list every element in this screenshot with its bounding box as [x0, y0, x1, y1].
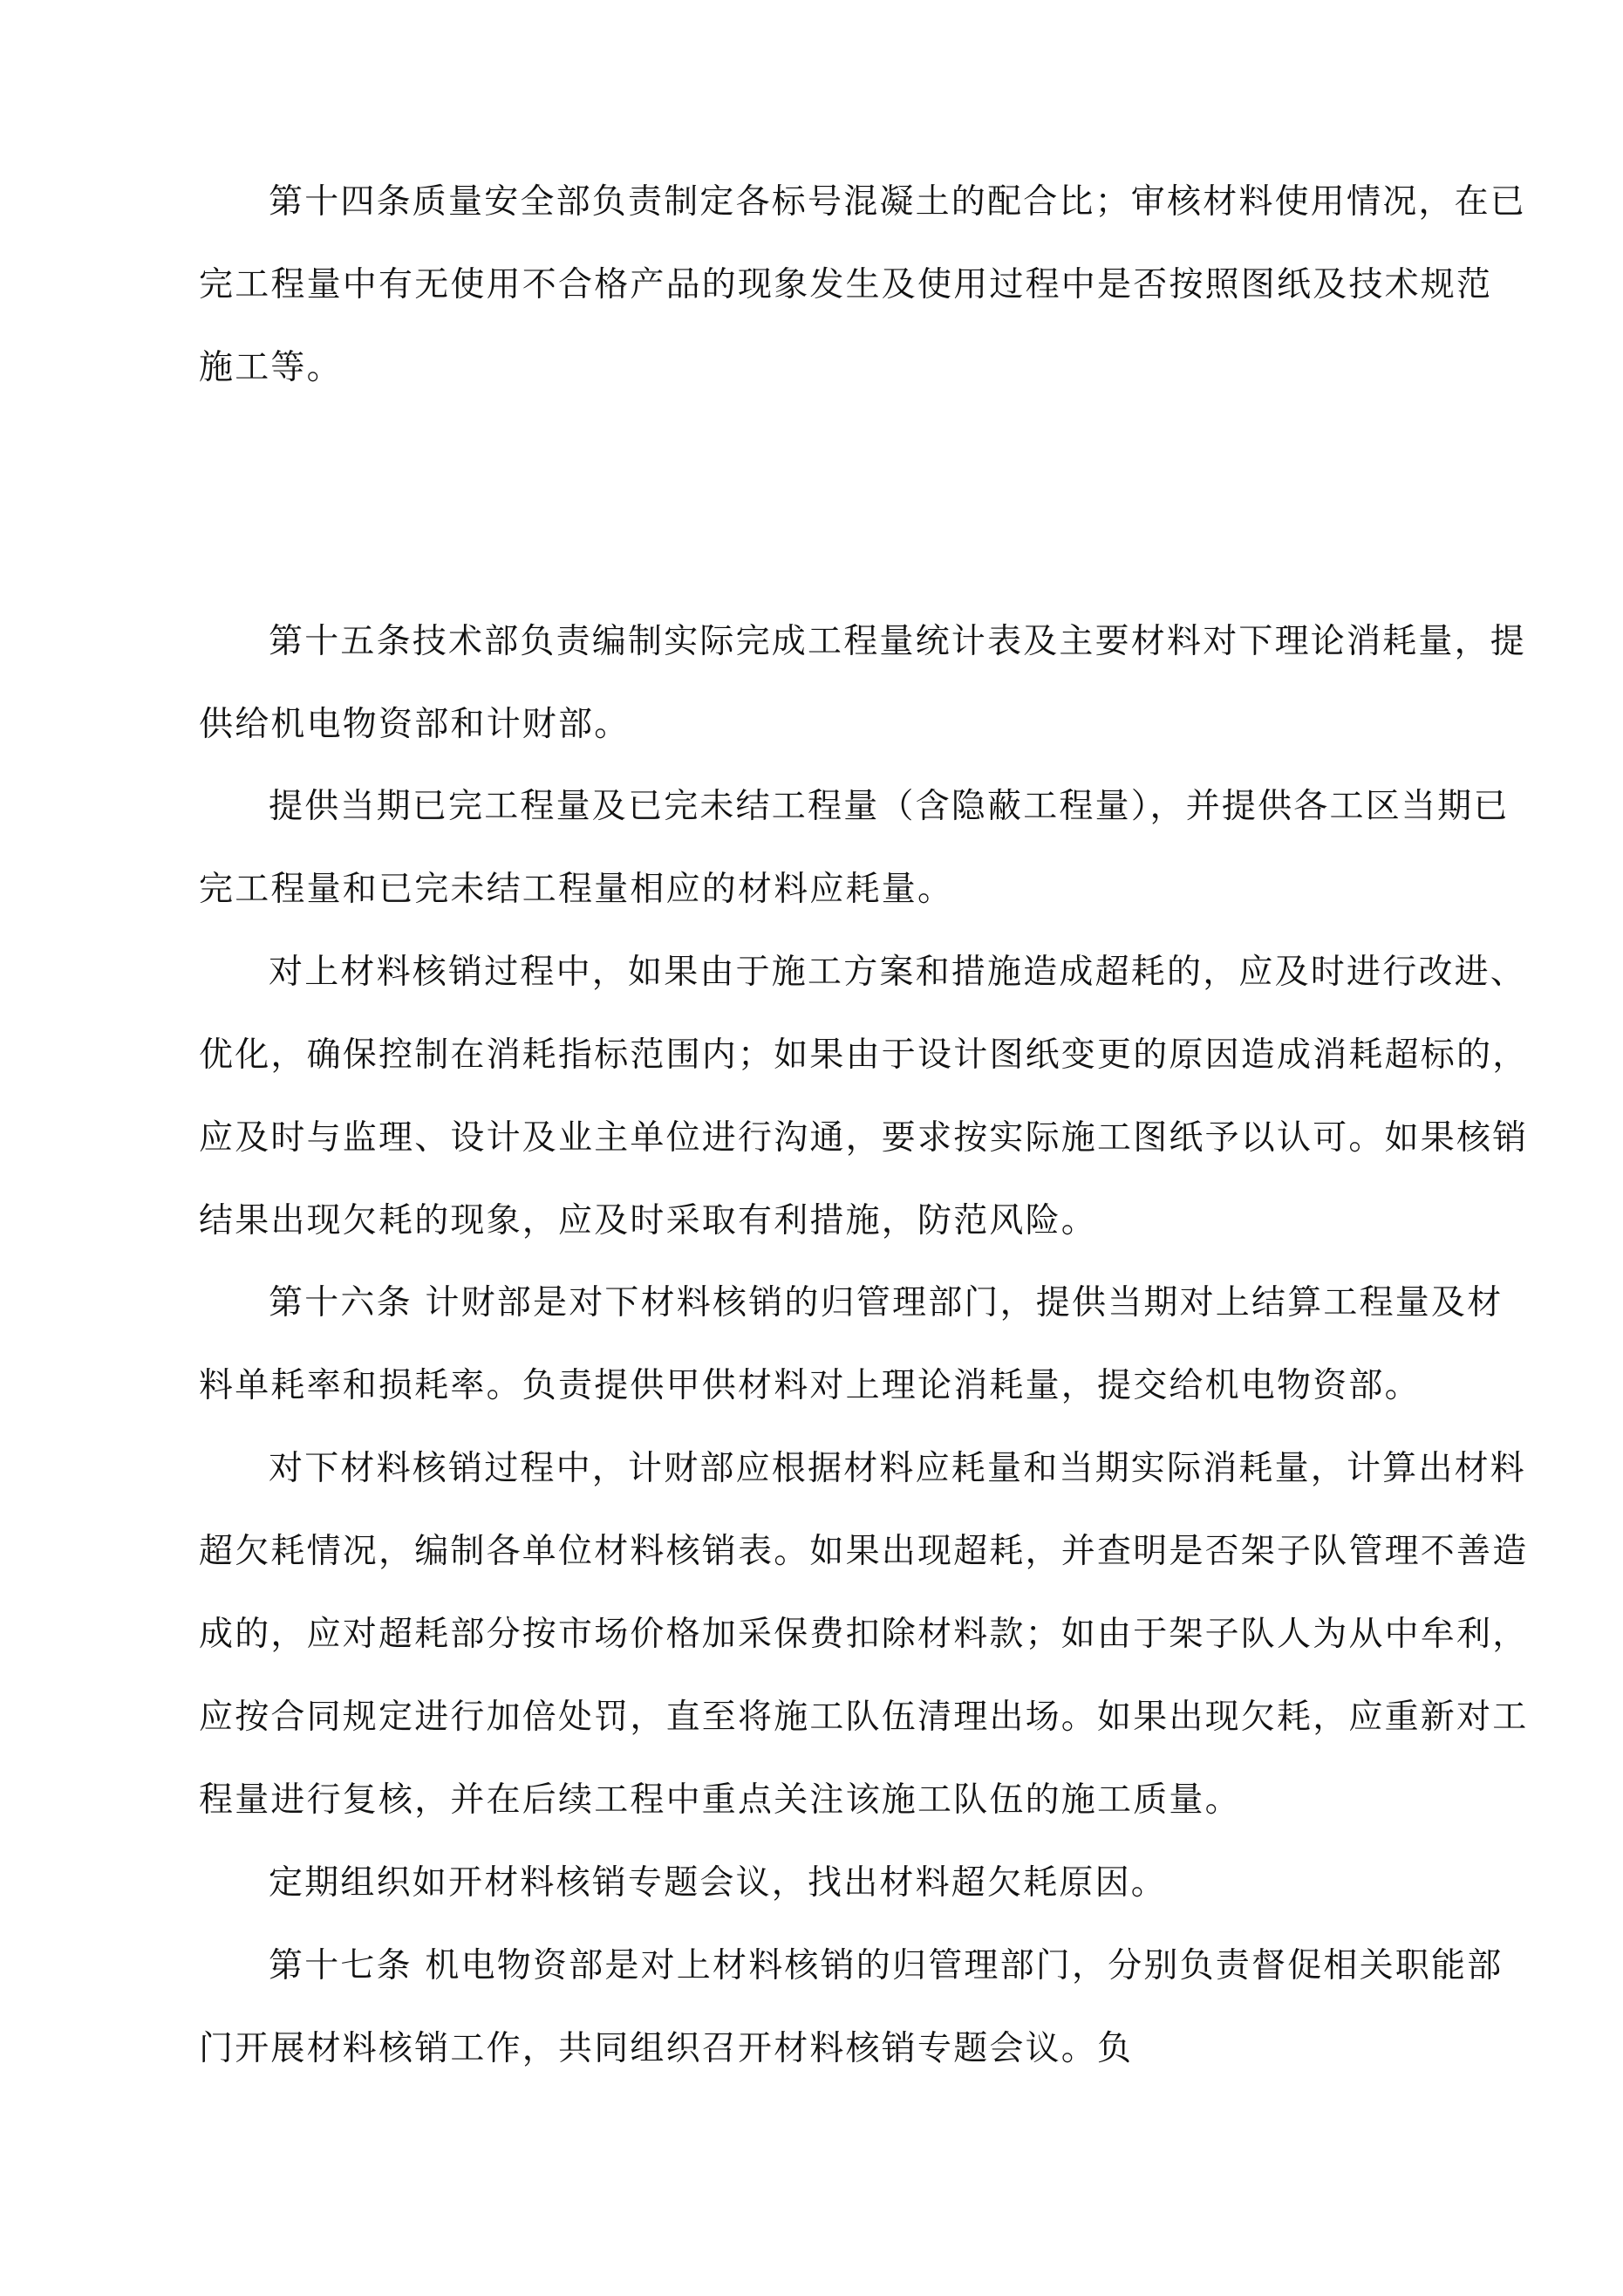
text-line: 提供当期已完工程量及已完未结工程量（含隐蔽工程量），并提供各工区当期已: [269, 787, 1510, 826]
text-line: 对上材料核销过程中，如果由于施工方案和措施造成超耗的，应及时进行改进、: [269, 953, 1527, 992]
text-line: 对下材料核销过程中，计财部应根据材料应耗量和当期实际消耗量，计算出材料: [269, 1449, 1527, 1488]
text-line: 优化，确保控制在消耗指标范围内；如果由于设计图纸变更的原因造成消耗超标的，: [199, 1035, 1529, 1075]
text-line: 第十四条质量安全部负责制定各标号混凝土的配合比；审核材料使用情况，在已: [269, 182, 1527, 222]
text-line: 应按合同规定进行加倍处罚，直至将施工队伍清理出场。如果出现欠耗，应重新对工: [199, 1698, 1529, 1737]
text-line: 应及时与监理、设计及业主单位进行沟通，要求按实际施工图纸予以认可。如果核销: [199, 1118, 1529, 1158]
text-line: 门开展材料核销工作，共同组织召开材料核销专题会议。负: [199, 2029, 1134, 2068]
text-line: 程量进行复核，并在后续工程中重点关注该施工队伍的施工质量。: [199, 1780, 1241, 1820]
text-line: 结果出现欠耗的现象，应及时采取有利措施，防范风险。: [199, 1201, 1098, 1240]
text-line: 供给机电物资部和计财部。: [199, 705, 631, 744]
text-line: 完工程量中有无使用不合格产品的现象发生及使用过程中是否按照图纸及技术规范: [199, 265, 1493, 304]
text-line: 第十六条 计财部是对下材料核销的归管理部门，提供当期对上结算工程量及材: [269, 1283, 1504, 1322]
text-line: 料单耗率和损耗率。负责提供甲供材料对上理论消耗量，提交给机电物资部。: [199, 1366, 1421, 1405]
text-line: 第十五条技术部负责编制实际完成工程量统计表及主要材料对下理论消耗量，提: [269, 622, 1527, 661]
text-line: 成的，应对超耗部分按市场价格加采保费扣除材料款；如由于架子队人为从中牟利，: [199, 1615, 1529, 1654]
text-line: 定期组织如开材料核销专题会议，找出材料超欠耗原因。: [269, 1863, 1168, 1903]
text-line: 完工程量和已完未结工程量相应的材料应耗量。: [199, 870, 954, 909]
text-line: 超欠耗情况，编制各单位材料核销表。如果出现超耗，并查明是否架子队管理不善造: [199, 1532, 1529, 1571]
text-line: 施工等。: [199, 348, 343, 387]
text-line: 第十七条 机电物资部是对上材料核销的归管理部门，分别负责督促相关职能部: [269, 1946, 1504, 1985]
